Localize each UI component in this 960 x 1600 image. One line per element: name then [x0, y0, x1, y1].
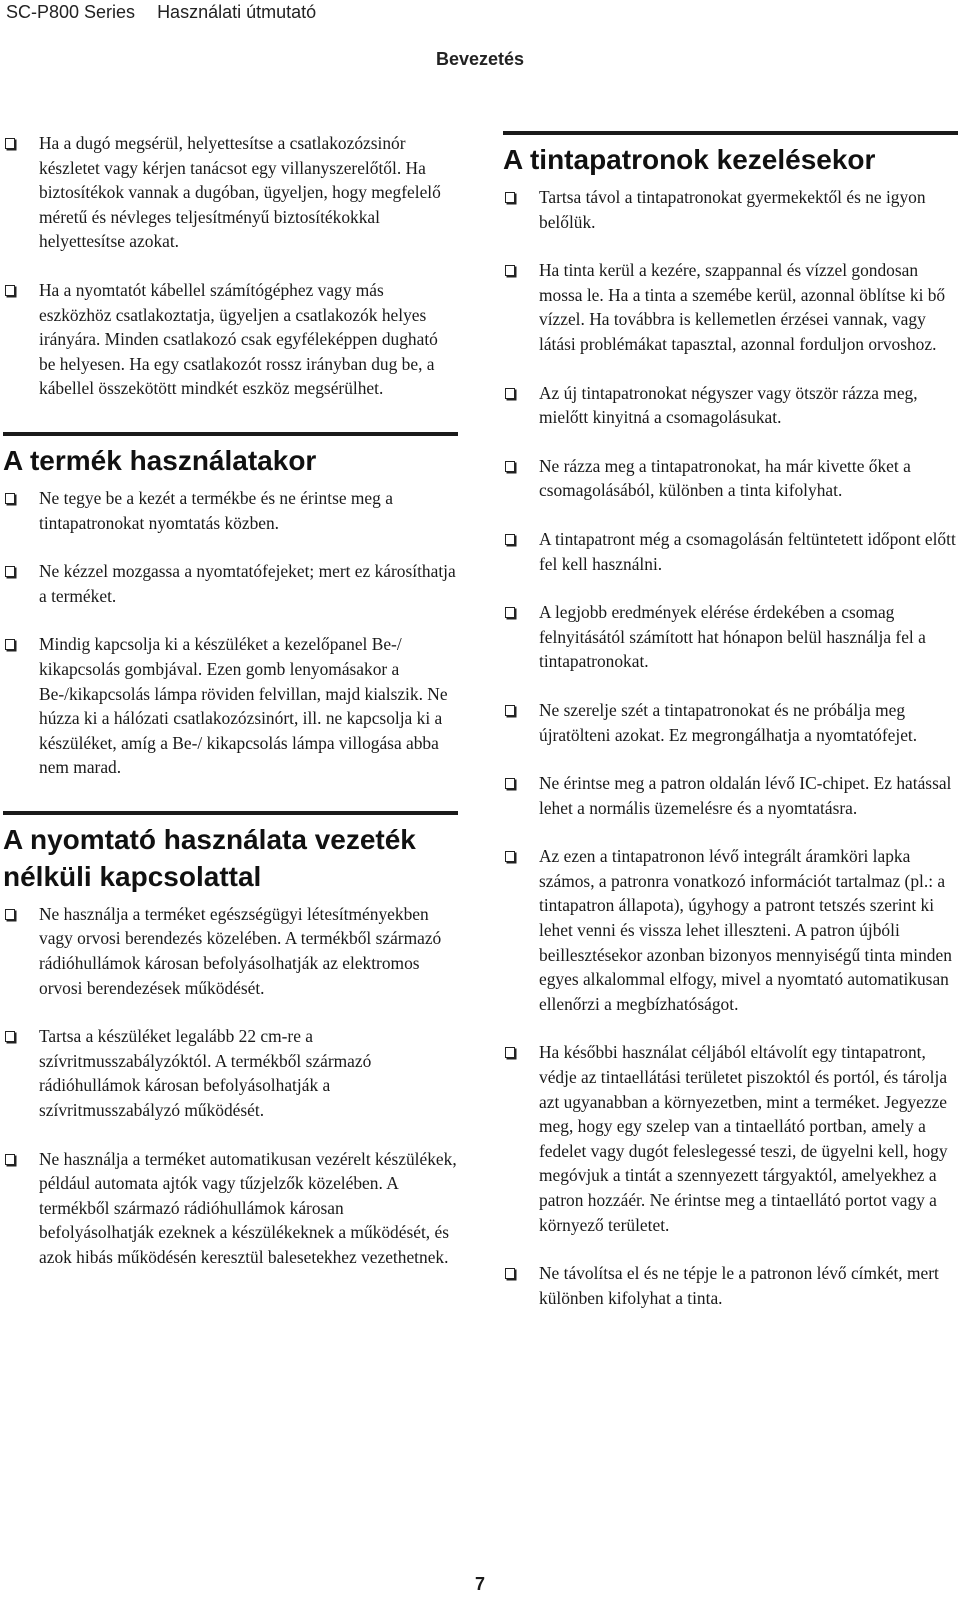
list-item	[503, 698, 958, 747]
list-item	[3, 632, 458, 780]
heading-ink-cartridges: A tintapatronok kezelésekor	[503, 131, 958, 178]
product-use-list	[3, 486, 458, 780]
checkbox-bullet-icon	[505, 1047, 515, 1058]
list-item	[503, 844, 958, 1016]
header-series: SC-P800 Series	[6, 2, 136, 22]
list-item-text: A tintapatront még a csomagolásán feltüntetett időpont előtt fel kell használni.	[539, 528, 956, 574]
list-item	[3, 486, 458, 535]
left-column	[3, 131, 458, 1270]
list-item-text: Az új tintapatronokat négyszer vagy ötször rázza meg, mielőtt kinyitná a csomagolásukat.	[539, 382, 918, 428]
checkbox-bullet-icon	[5, 1031, 15, 1042]
header-guide-title: Használati útmutató	[157, 2, 317, 22]
list-item	[3, 559, 458, 608]
list-item-text: Ha későbbi használat céljából eltávolít egy tintapatront, védje az tintaellátási területet piszoktól és portól, és tárolja azt ugyanabban a környezetben, mint a terméket. Jegyezze meg, hogy egy szelep van a tintaellátó portban, amely a fedelet vagy dugót feleslegessé teszi, de ügyelni kell, hogy megóvjuk a tintát a szennyezett tárgyaktól, amelyekhez a patron hozzáér. Ne érintse meg a tintaellátó portot vagy a környező területet.	[539, 1042, 948, 1235]
list-item	[503, 258, 958, 356]
checkbox-bullet-icon	[505, 778, 515, 789]
checkbox-bullet-icon	[5, 493, 15, 504]
list-item-text: Ne használja a terméket automatikusan vezérelt készülékek, például automata ajtók vagy tűzjelzők közelében. A termékből származó rádióhullámok károsan befolyásolhatják ezeknek a készülékeknek a működését, és azok hibás működésén keresztül balesetekhez vezethetnek.	[39, 1148, 457, 1267]
checkbox-bullet-icon	[505, 461, 515, 472]
checkbox-bullet-icon	[505, 705, 515, 716]
list-item	[3, 902, 458, 1000]
list-item-text: Ne rázza meg a tintapatronokat, ha már kivette őket a csomagolásából, különben a tinta kifolyhat.	[539, 455, 911, 501]
list-item	[3, 278, 458, 401]
wireless-use-list	[3, 902, 458, 1270]
list-item	[503, 600, 958, 674]
ink-cartridge-list	[503, 185, 958, 1310]
list-item-text: Ne használja a terméket egészségügyi létesítményekben vagy orvosi berendezés közelében. A termékből származó rádióhullámok károsan befolyásolhatják az elektromos orvosi berendezések működését.	[39, 903, 442, 998]
checkbox-bullet-icon	[505, 1268, 515, 1279]
checkbox-bullet-icon	[5, 1154, 15, 1165]
list-item	[503, 771, 958, 820]
list-item-text: Tartsa távol a tintapatronokat gyermekektől és ne igyon belőlük.	[539, 187, 926, 232]
list-item-text: Ne érintse meg a patron oldalán lévő IC-chipet. Ez hatással lehet a normális üzemelésre és a nyomtatásra.	[539, 773, 952, 818]
list-item-text: Tartsa a készüléket legalább 22 cm-re a szívritmusszabályzóktól. A termékből származó rádióhullámok károsan befolyásolhatják a szívritmusszabályzó működését.	[39, 1026, 372, 1121]
list-item-text: Ha a dugó megsérül, helyettesítse a csatlakozózsinór készletet vagy kérjen tanácsot egy villanyszerelőtől. Ha biztosítékok vannak a dugóban, ügyeljen, hogy megfelelő méretű és névleges teljesítményű biztosítékokkal helyettesítse azokat.	[39, 133, 441, 252]
list-item-text: Ne távolítsa el és ne tépje le a patronon lévő címkét, mert különben kifolyhat a tinta.	[539, 1263, 939, 1308]
checkbox-bullet-icon	[5, 285, 15, 296]
list-item	[3, 1024, 458, 1122]
list-item-text: Mindig kapcsolja ki a készüléket a kezelőpanel Be-/ kikapcsolás gombjával. Ezen gomb lenyomásakor a Be-/kikapcsolás lámpa röviden felvillan, majd kialszik. Ne húzza ki a hálózati csatlakozózsinórt, ill. ne kapcsolja ki a készüléket, amíg a Be-/ kikapcsolás lámpa villogása abba nem marad.	[39, 634, 448, 778]
list-item	[503, 185, 958, 234]
checkbox-bullet-icon	[505, 192, 515, 203]
page-number: 7	[474, 1574, 485, 1594]
checkbox-bullet-icon	[5, 639, 15, 650]
right-column	[503, 131, 958, 1310]
running-header	[6, 2, 316, 26]
list-item	[503, 527, 958, 576]
list-item-text: Ha tinta kerül a kezére, szappannal és vízzel gondosan mossa le. Ha a tinta a szemébe kerül, azonnal öblítse ki bő vízzel. Ha továbbra is kellemetlen érzései vannak, vagy látási problémákat tapasztal, azonnal forduljon orvoshoz.	[539, 260, 946, 354]
list-item	[503, 1261, 958, 1310]
list-item-text: A legjobb eredmények elérése érdekében a csomag felnyitásától számított hat hónapon belül használja fel a tintapatronokat.	[539, 602, 926, 672]
checkbox-bullet-icon	[5, 909, 15, 920]
checkbox-bullet-icon	[505, 607, 515, 618]
checkbox-bullet-icon	[505, 534, 515, 545]
list-item-text: Ha a nyomtatót kábellel számítógéphez vagy más eszközhöz csatlakoztatja, ügyeljen a csatlakozók helyes irányára. Minden csatlakozó csak egyféleképpen dugható be helyesen. Ha egy csatlakozót rossz irányban dug be, a kábellel összekötött mindkét eszköz megsérülhet.	[39, 279, 438, 399]
checkbox-bullet-icon	[5, 138, 15, 149]
list-item	[503, 1040, 958, 1237]
checkbox-bullet-icon	[505, 265, 515, 276]
intro-list	[3, 131, 458, 401]
list-item	[3, 131, 458, 254]
list-item	[3, 1147, 458, 1270]
list-item-text: Ne kézzel mozgassa a nyomtatófejeket; mert ez károsíthatja a terméket.	[39, 561, 456, 606]
list-item-text: Az ezen a tintapatronon lévő integrált áramköri lapka számos, a patronra vonatkozó információt tartalmaz (pl.: a tintapatron állapota), úgyhogy a patront tetszés szerint ki lehet venni és vissza lehet illeszteni. A patron újbóli beillesztésekor azonban bizonyos mennyiségű tinta minden egyes alkalommal elfogy, mivel a nyomtató automatikusan ellenőrzi a megbízhatóságot.	[539, 846, 952, 1014]
section-heading: Bevezetés	[435, 49, 525, 69]
checkbox-bullet-icon	[505, 388, 515, 399]
checkbox-bullet-icon	[5, 566, 15, 577]
list-item	[503, 454, 958, 503]
heading-product-use: A termék használatakor	[3, 432, 458, 479]
heading-wireless-use: A nyomtató használata vezeték nélküli kapcsolattal	[3, 811, 458, 895]
list-item	[503, 381, 958, 430]
list-item-text: Ne tegye be a kezét a termékbe és ne érintse meg a tintapatronokat nyomtatás közben.	[39, 487, 393, 533]
list-item-text: Ne szerelje szét a tintapatronokat és ne próbálja meg újratölteni azokat. Ez megrongálhatja a nyomtatófejet.	[539, 699, 918, 745]
checkbox-bullet-icon	[505, 851, 515, 862]
